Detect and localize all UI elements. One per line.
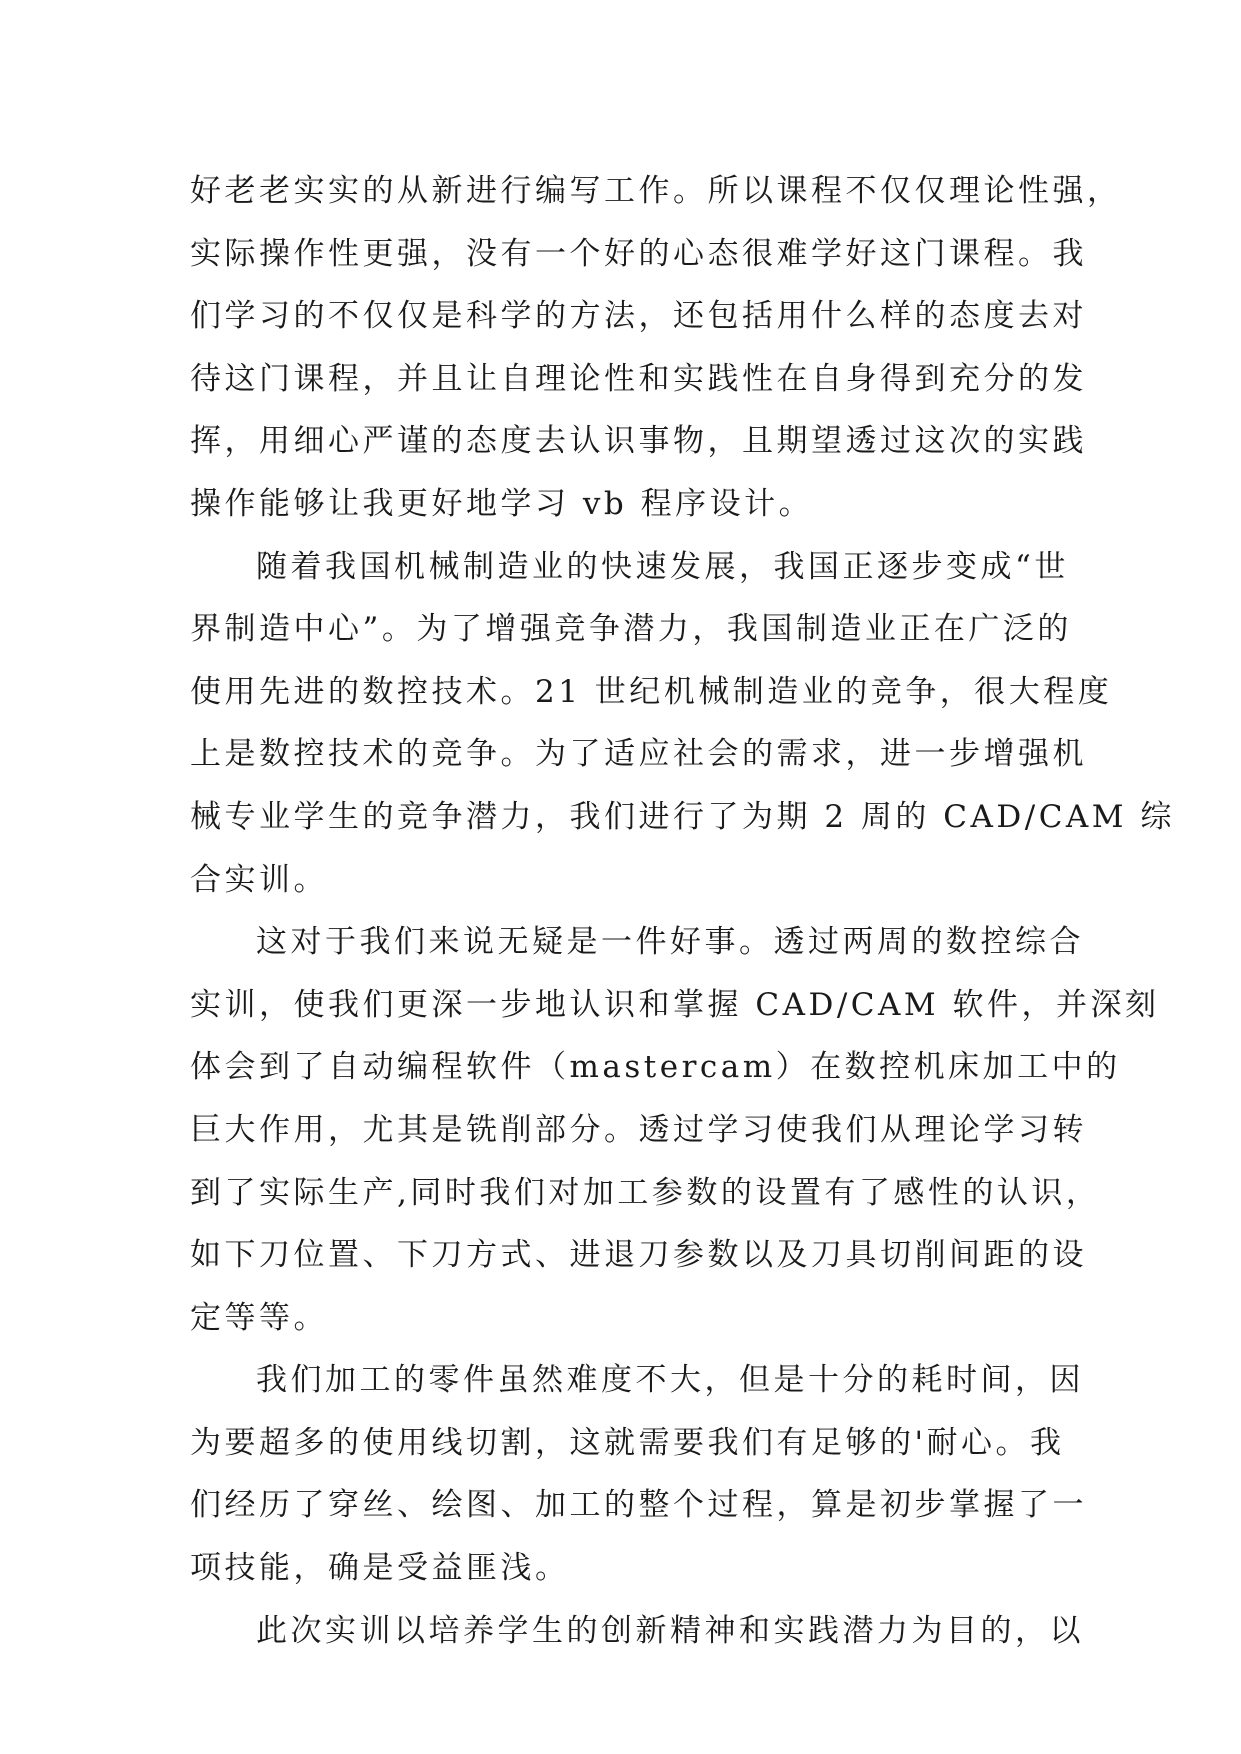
text-line: 待这门课程，并且让自理论性和实践性在自身得到充分的发: [190, 360, 1087, 397]
text-line: 实训，使我们更深一步地认识和掌握 CAD/CAM 软件，并深刻: [190, 986, 1160, 1023]
paragraph-first-line: 这对于我们来说无疑是一件好事。透过两周的数控综合: [256, 924, 1084, 961]
text-line: 上是数控技术的竞争。为了适应社会的需求，进一步增强机: [190, 736, 1087, 773]
text-line: 们学习的不仅仅是科学的方法，还包括用什么样的态度去对: [190, 298, 1087, 335]
text-line: 合实训。: [190, 861, 328, 898]
text-line: 如下刀位置、下刀方式、进退刀参数以及刀具切削间距的设: [190, 1237, 1087, 1274]
paragraph-first-line: 随着我国机械制造业的快速发展，我国正逐步变成“世: [256, 548, 1069, 585]
text-line: 操作能够让我更好地学习 vb 程序设计。: [190, 485, 814, 522]
text-line: 使用先进的数控技术。21 世纪机械制造业的竞争，很大程度: [190, 673, 1113, 710]
text-line: 定等等。: [190, 1299, 328, 1336]
paragraph-first-line: 我们加工的零件虽然难度不大，但是十分的耗时间，因: [256, 1362, 1084, 1399]
body-text: [190, 160, 1175, 1662]
text-line: 项技能，确是受益匪浅。: [190, 1550, 570, 1587]
text-line: 巨大作用，尤其是铣削部分。透过学习使我们从理论学习转: [190, 1111, 1087, 1148]
text-line: 为要超多的使用线切割，这就需要我们有足够的'耐心。我: [190, 1424, 1065, 1461]
text-line: 挥，用细心严谨的态度去认识事物，且期望透过这次的实践: [190, 423, 1087, 460]
text-line: 体会到了自动编程软件（mastercam）在数控机床加工中的: [190, 1049, 1121, 1086]
text-line: 械专业学生的竞争潜力，我们进行了为期 2 周的 CAD/CAM 综: [190, 798, 1175, 835]
paragraph-first-line: 此次实训以培养学生的创新精神和实践潜力为目的，以: [256, 1612, 1084, 1649]
text-line: 到了实际生产,同时我们对加工参数的设置有了感性的认识，: [190, 1174, 1101, 1211]
text-line: 实际操作性更强，没有一个好的心态很难学好这门课程。我: [190, 235, 1087, 272]
text-line: 好老老实实的从新进行编写工作。所以课程不仅仅理论性强，: [190, 173, 1122, 209]
text-line: 界制造中心”。为了增强竞争潜力，我国制造业正在广泛的: [190, 611, 1072, 648]
text-line: 们经历了穿丝、绘图、加工的整个过程，算是初步掌握了一: [190, 1487, 1087, 1524]
